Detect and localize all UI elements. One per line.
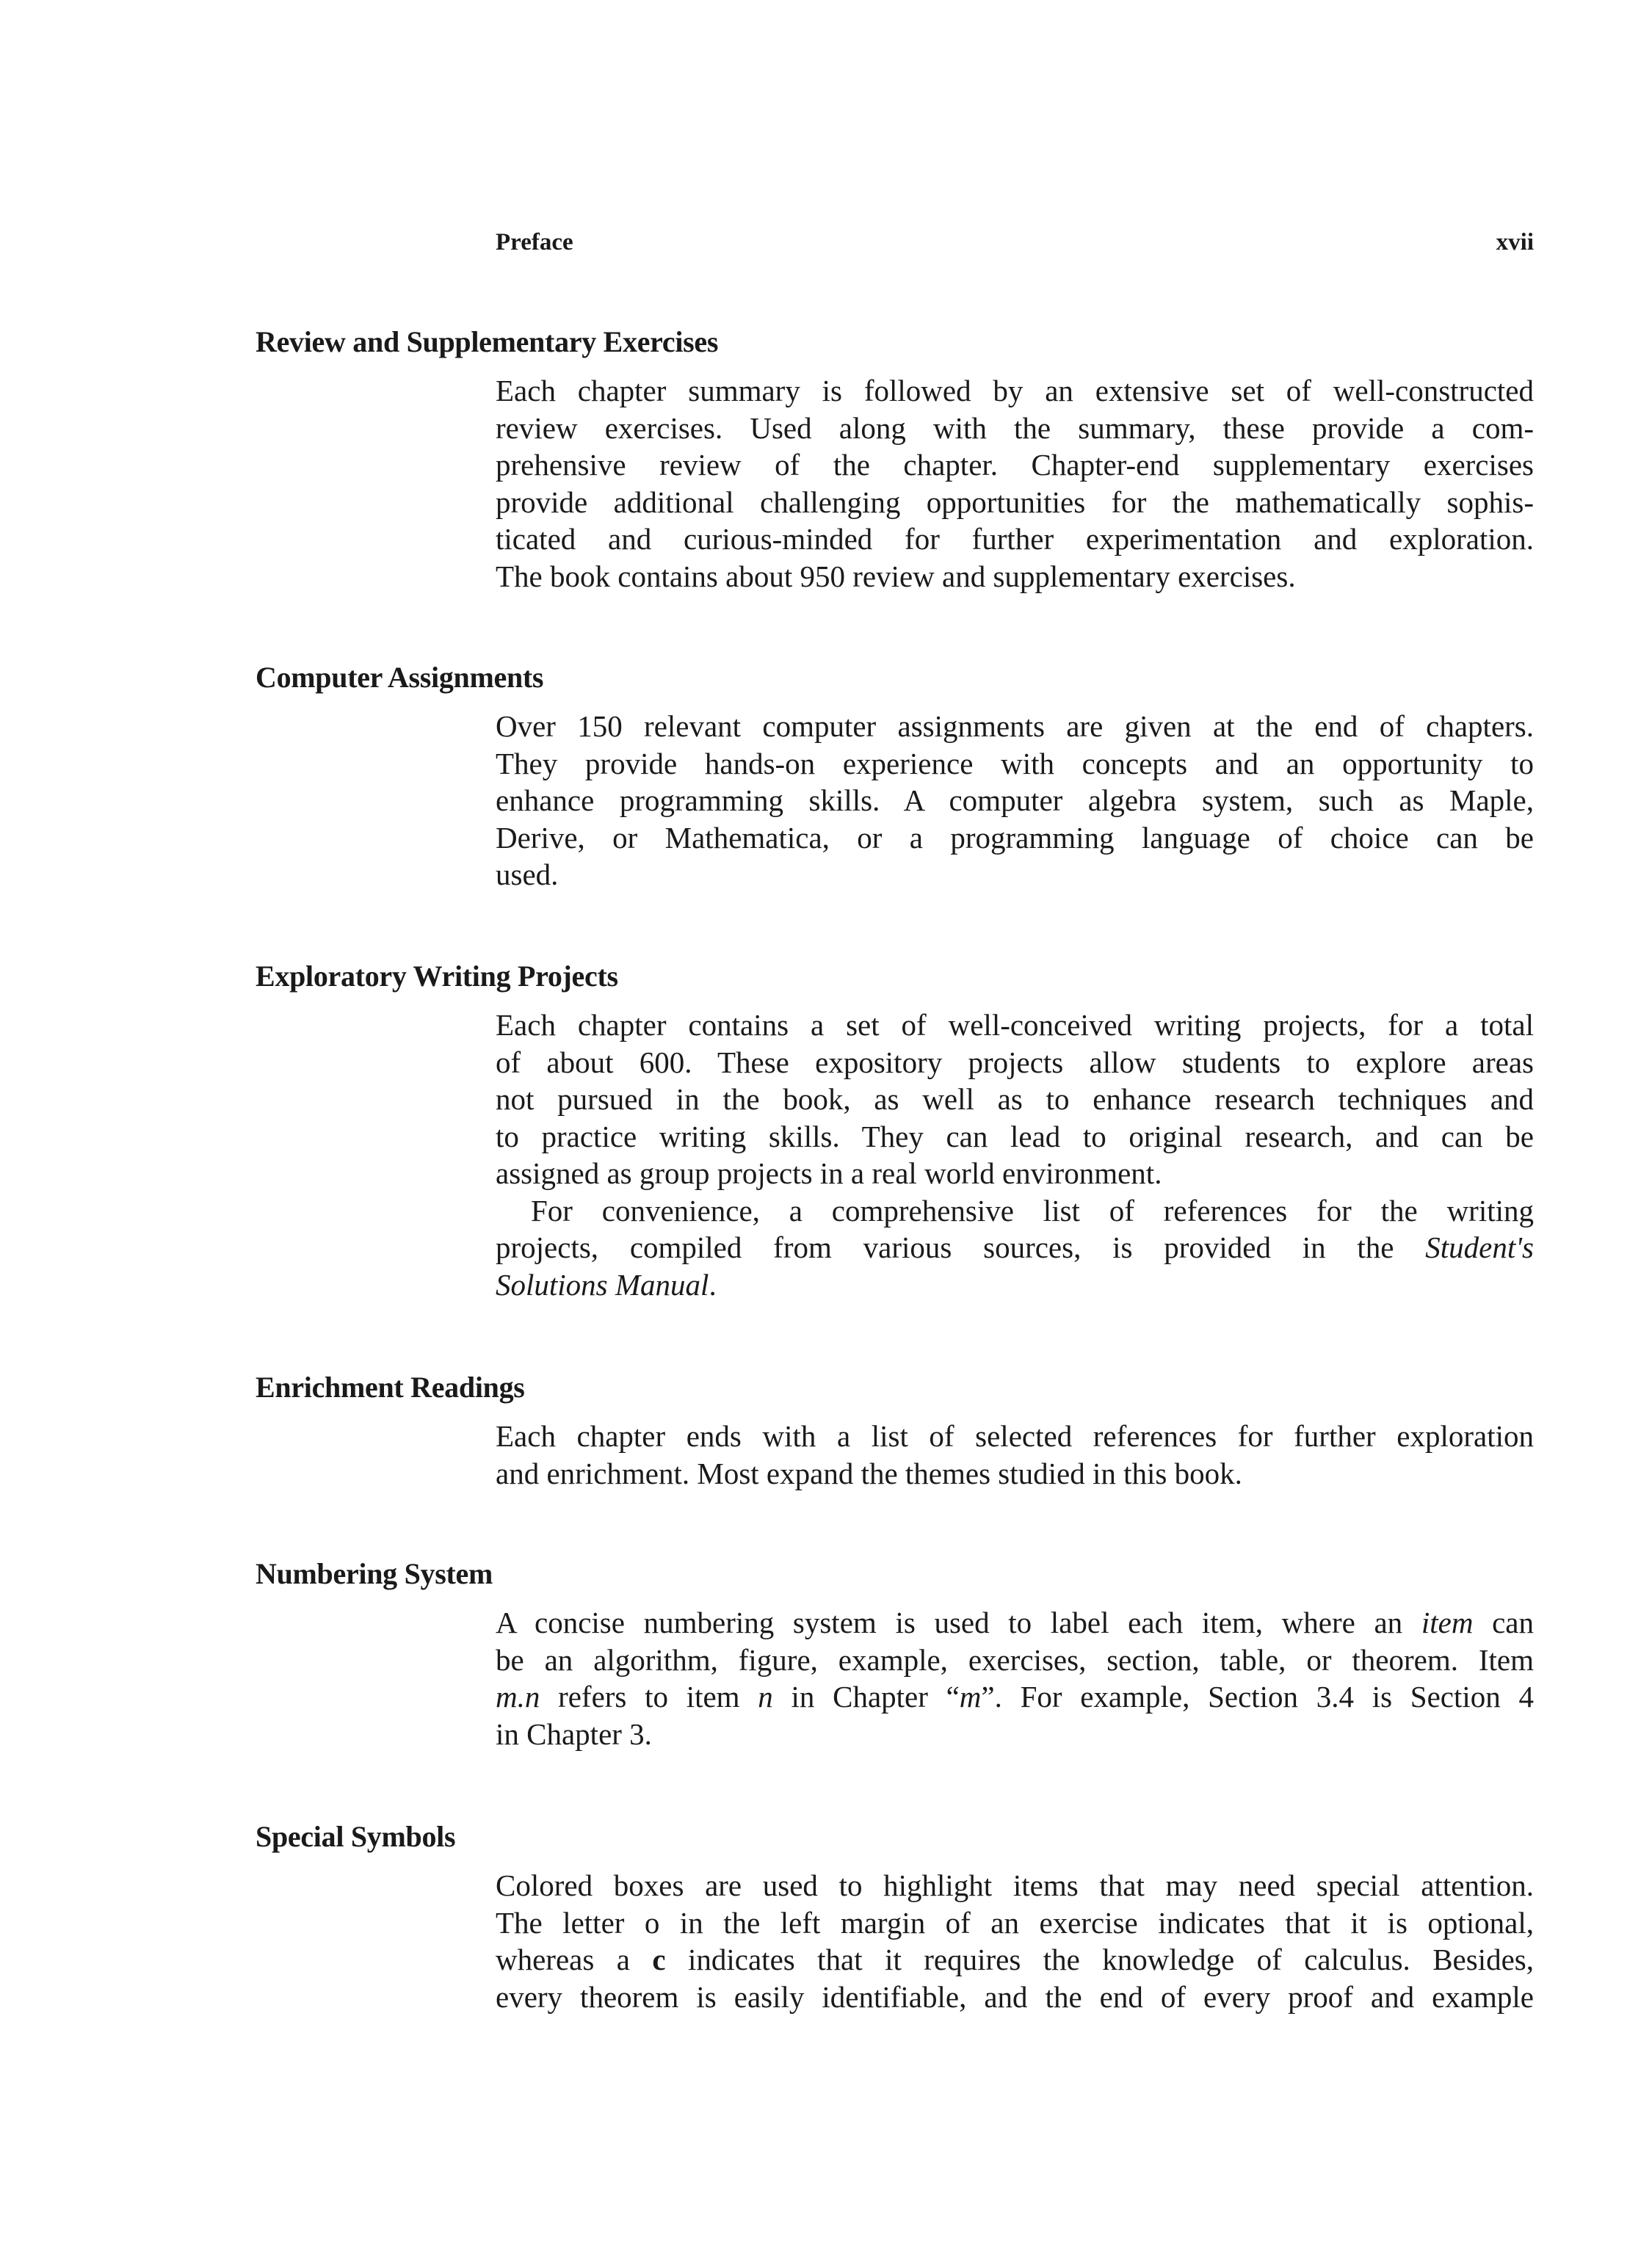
text-line: They provide hands-on experience with concepts and an opportunity to — [496, 746, 1534, 780]
section — [256, 958, 1534, 1303]
section — [256, 1819, 1534, 2015]
text-line — [496, 1678, 1534, 1716]
text-line: in Chapter 3. — [496, 1716, 652, 1751]
text-line: prehensive review of the chapter. Chapter-end supplementary exercises — [496, 448, 1534, 482]
text-span: indicates that it requires the knowledge of calculus. Besides, — [665, 1943, 1534, 1976]
text-line — [496, 1266, 1534, 1304]
text-line — [496, 1604, 1534, 1642]
italic-text: m — [959, 1680, 982, 1714]
bold-text: c — [652, 1943, 666, 1976]
text-span: in Chapter “ — [772, 1680, 960, 1714]
text-line: to practice writing skills. They can lead to original research, and can be — [496, 1119, 1534, 1153]
section-heading: Numbering System — [256, 1557, 493, 1590]
text-line: Colored boxes are used to highlight items that may need special attention. — [496, 1868, 1534, 1902]
text-span: whereas a — [496, 1943, 653, 1976]
text-line: used. — [496, 857, 559, 891]
running-header-title: Preface — [496, 229, 573, 255]
section — [256, 1369, 1534, 1492]
text-line: every theorem is easily identifiable, and the end of every proof and example — [496, 1979, 1534, 2014]
text-line — [496, 1941, 1534, 1979]
section-heading: Exploratory Writing Projects — [256, 960, 618, 993]
text-line: of about 600. These expository projects allow students to explore areas — [496, 1045, 1534, 1079]
text-line: Each chapter summary is followed by an extensive set of well-constructed — [496, 374, 1534, 407]
section-heading: Review and Supplementary Exercises — [256, 325, 719, 358]
text-line: enhance programming skills. A computer algebra system, such as Maple, — [496, 783, 1534, 817]
section-heading: Computer Assignments — [256, 661, 544, 694]
text-line: provide additional challenging opportunities for the mathematically sophis- — [496, 485, 1534, 519]
text-line: be an algorithm, figure, example, exercises, section, table, or theorem. Item — [496, 1642, 1534, 1677]
page-number: xvii — [1496, 229, 1534, 255]
section-heading: Enrichment Readings — [256, 1371, 525, 1404]
text-span: . — [709, 1267, 717, 1302]
text-span: projects, compiled from various sources, is provided in the — [496, 1230, 1426, 1264]
text-span: A concise numbering system is used to label each item, where an — [496, 1606, 1421, 1639]
italic-text: item — [1421, 1606, 1474, 1639]
italic-text: Student's — [1425, 1230, 1534, 1264]
text-line: ticated and curious-minded for further experimentation and exploration. — [496, 522, 1534, 556]
text-line: Each chapter contains a set of well-conceived writing projects, for a total — [496, 1008, 1534, 1042]
text-line: The book contains about 950 review and supplementary exercises. — [496, 559, 1296, 593]
text-line — [496, 1229, 1534, 1266]
text-line: assigned as group projects in a real world environment. — [496, 1156, 1162, 1190]
text-line: and enrichment. Most expand the themes studied in this book. — [496, 1456, 1242, 1490]
text-line: Over 150 relevant computer assignments are given at the end of chapters. — [496, 709, 1534, 743]
text-line: review exercises. Used along with the summary, these provide a com- — [496, 410, 1534, 445]
section-body — [496, 1418, 1534, 1492]
section-body — [496, 1007, 1534, 1303]
text-line: The letter o in the left margin of an exercise indicates that it is optional, — [496, 1905, 1534, 1940]
text-span: refers to item — [540, 1680, 758, 1714]
section-heading: Special Symbols — [256, 1820, 456, 1853]
section — [256, 1556, 1534, 1752]
section — [256, 324, 1534, 595]
text-span: can — [1473, 1606, 1534, 1639]
text-span: ”. For example, Section 3.4 is Section 4 — [981, 1680, 1534, 1714]
section-body — [496, 372, 1534, 595]
section-body — [496, 708, 1534, 893]
text-line: Each chapter ends with a list of selected references for further exploration — [496, 1419, 1534, 1453]
text-line: For convenience, a comprehensive list of references for the writing — [531, 1193, 1534, 1228]
italic-text: Solutions Manual — [496, 1267, 709, 1302]
text-line: not pursued in the book, as well as to enhance research techniques and — [496, 1082, 1534, 1116]
text-line: Derive, or Mathematica, or a programming language of choice can be — [496, 820, 1534, 855]
italic-text: n — [758, 1680, 773, 1714]
section — [256, 659, 1534, 893]
italic-text: m.n — [496, 1680, 540, 1714]
section-body — [496, 1604, 1534, 1752]
section-body — [496, 1867, 1534, 2015]
